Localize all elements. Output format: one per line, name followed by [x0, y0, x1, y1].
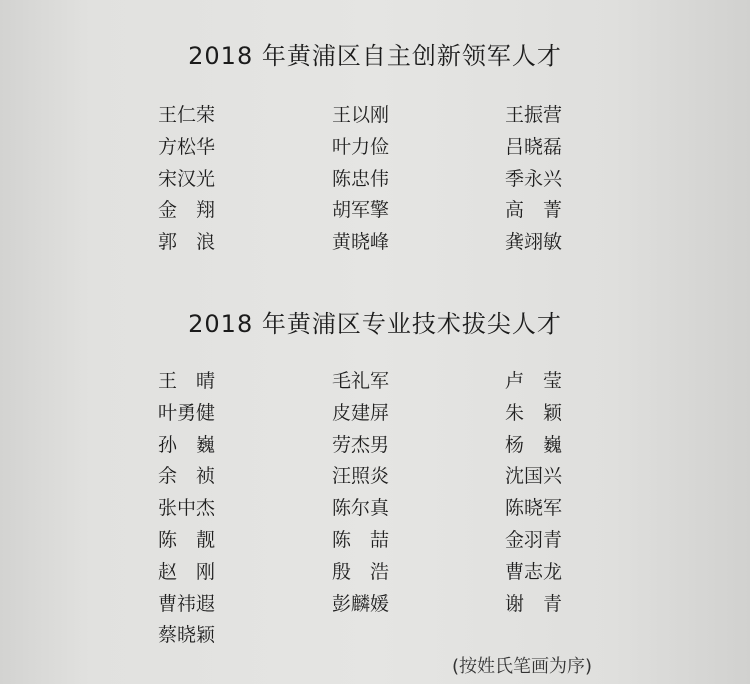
name-entry: 龚翊敏 — [505, 231, 563, 254]
name-entry: 杨 巍 — [505, 433, 563, 456]
name-entry: 汪照炎 — [332, 465, 390, 488]
name-entry: 沈国兴 — [505, 465, 563, 488]
name-entry: 王振营 — [505, 104, 563, 126]
name-entry: 陈忠伟 — [332, 167, 390, 190]
name-entry: 朱 颖 — [505, 401, 563, 424]
name-entry: 叶力俭 — [332, 135, 390, 158]
name-entry: 赵 刚 — [158, 560, 216, 583]
name-entry: 吕晓磊 — [505, 135, 563, 158]
name-entry: 陈尔真 — [332, 497, 390, 520]
name-entry: 卢 莹 — [505, 370, 563, 392]
name-entry: 季永兴 — [505, 167, 563, 190]
name-entry: 余 祯 — [158, 465, 216, 488]
name-entry: 王 晴 — [158, 370, 216, 392]
name-entry: 皮建屏 — [332, 401, 390, 424]
name-entry: 金 翔 — [158, 199, 216, 222]
name-entry: 孙 巍 — [158, 433, 216, 456]
name-entry: 王以刚 — [332, 104, 390, 126]
name-entry: 宋汉光 — [158, 167, 216, 190]
name-entry: 郭 浪 — [158, 231, 216, 254]
name-entry: 曹志龙 — [505, 560, 563, 583]
name-entry: 金羽青 — [505, 529, 563, 551]
name-entry: 方松华 — [158, 135, 216, 158]
name-entry: 叶勇健 — [158, 401, 216, 424]
name-entry: 彭麟媛 — [332, 592, 390, 615]
section-title-innovation-leaders: 2018 年黄浦区自主创新领军人才 — [188, 42, 562, 70]
section-title-professional-talents: 2018 年黄浦区专业技术拔尖人才 — [188, 310, 562, 338]
name-entry: 毛礼军 — [332, 370, 390, 392]
name-entry: 黄晓峰 — [332, 231, 390, 254]
name-entry: 高 菁 — [505, 199, 563, 222]
name-entry: 谢 青 — [505, 592, 563, 615]
name-entry: 陈晓军 — [505, 497, 563, 520]
name-entry: 王仁荣 — [158, 104, 216, 126]
name-entry: 曹祎遐 — [158, 592, 216, 615]
name-entry: 劳杰男 — [332, 433, 390, 456]
name-entry: 殷 浩 — [332, 560, 390, 583]
name-entry: 张中杰 — [158, 497, 216, 520]
name-entry: 胡军擎 — [332, 199, 390, 222]
ordering-note: (按姓氏笔画为序) — [452, 656, 593, 677]
name-entry: 陈 喆 — [332, 529, 390, 551]
name-entry: 陈 靓 — [158, 529, 216, 551]
name-entry: 蔡晓颖 — [158, 624, 216, 647]
